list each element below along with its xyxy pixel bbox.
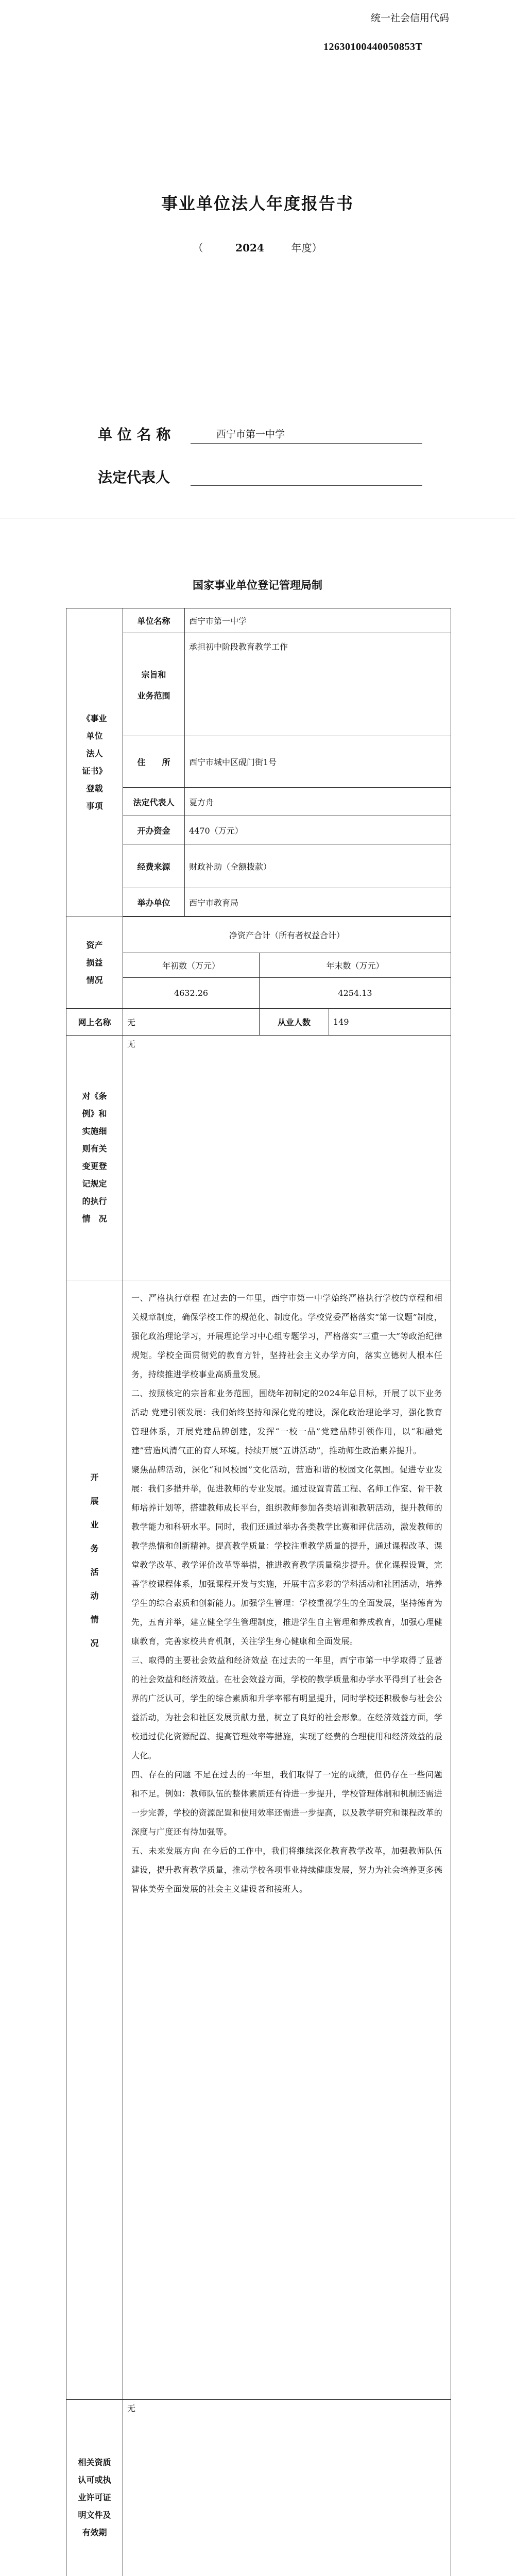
funding-source-value: 财政补助（全额拨款） (185, 844, 451, 888)
qualifications-value: 无 (123, 2400, 451, 2576)
begin-label: 年初数（万元） (123, 953, 260, 978)
year-value: 2024 (235, 242, 264, 254)
report-table (66, 608, 451, 2576)
scope-label: 宗旨和 业务范围 (123, 633, 185, 736)
business-label: 开 展 业 务 活 动 情 况 (66, 1280, 123, 2400)
website-label: 网上名称 (66, 1009, 123, 1036)
address-value: 西宁市城中区砚门街1号 (185, 736, 451, 788)
report-year (0, 240, 515, 255)
regulation-value: 无 (123, 1036, 451, 1280)
scope-value: 承担初中阶段教育教学工作 (185, 633, 451, 736)
document-title: 事业单位法人年度报告书 (161, 194, 354, 213)
qualifications-label: 相关资质 认可或执 业许可证 明文件及 有效期 (66, 2400, 123, 2576)
legal-rep-cell-value: 夏方舟 (185, 788, 451, 816)
funding-source-label: 经费来源 (123, 844, 185, 888)
row-business (66, 1280, 451, 2400)
legal-rep-underline (191, 485, 422, 486)
business-paragraph-5: 四、存在的问题 不足在过去的一年里，我们取得了一定的成绩，但仍存在一些问题和不足。例如：教师队伍的整体素质还有待进一步提升，学校管理体制和机制还需进一步完善，学校的资源配置和使用效率还需进一步提高，以及教学研究和课程改革的深度与广度还有待加强等。 (131, 1770, 443, 1837)
business-text (131, 1289, 442, 2391)
begin-value: 4632.26 (123, 978, 260, 1009)
business-paragraph-1: 一、严格执行章程 在过去的一年里，西宁市第一中学始终严格执行学校的章程和相关规章制度，确保学校工作的规范化、制度化。学校党委严格落实“第一议题”制度，强化政治理论学习，开展理论学习中心组专题学习，严格落实“三重一大”等政治纪律规矩。学校全面贯彻党的教育方针，坚持社会主义办学方向，落实立德树人根本任务，持续推进学校事业高质量发展。 (131, 1293, 443, 1379)
sponsor-label: 举办单位 (123, 888, 185, 917)
certificate-section-label: 《事业 单位 法人 证书》 登载 事项 (66, 608, 123, 917)
row-qualifications (66, 2400, 451, 2576)
end-value: 4254.13 (260, 978, 451, 1009)
unit-name-label: 单 位 名 称 (98, 426, 171, 443)
website-value: 无 (123, 1009, 260, 1036)
net-assets-label: 净资产合计（所有者权益合计） (123, 917, 451, 953)
unit-name-cell-value: 西宁市第一中学 (185, 608, 451, 633)
credit-code-label: 统一社会信用代码 (371, 12, 450, 24)
business-paragraph-2: 二、按照核定的宗旨和业务范围，围绕年初制定的2024年总目标，开展了以下业务活动 党建引领发展：我们始终坚持和深化党的建设，深化政治理论学习，强化教育管理体系，开展党建品牌创建，发挥“一校一品”党建品牌引领作用，以“和融党建”营造风清气正的育人环境。持续开展“五讲活动”，推动师生政治素养提升。 (131, 1388, 443, 1455)
year-close: 年度） (291, 242, 322, 254)
staff-label: 从业人数 (260, 1009, 329, 1036)
funds-value: 4470（万元） (185, 816, 451, 844)
credit-code: 12630100440050853T (323, 41, 423, 53)
row-unit-name (66, 608, 451, 633)
sponsor-value: 西宁市教育局 (185, 888, 451, 917)
row-funding-source (66, 844, 451, 888)
unit-name-value: 西宁市第一中学 (216, 429, 285, 440)
end-label: 年末数（万元） (260, 953, 451, 978)
legal-rep-label: 法定代表人 (98, 469, 170, 486)
unit-name-cell-label: 单位名称 (123, 608, 185, 633)
row-website (66, 1009, 451, 1036)
row-funds (66, 816, 451, 844)
address-label: 住 所 (123, 736, 185, 788)
year-open: （ (193, 242, 203, 254)
row-assets-headers (66, 953, 451, 978)
row-address (66, 736, 451, 788)
business-paragraph-4: 三、取得的主要社会效益和经济效益 在过去的一年里，西宁市第一中学取得了显著的社会效益和经济效益。在社会效益方面，学校的教学质量和办学水平得到了社会各界的广泛认可，学生的综合素质和升学率都有明显提升，同时学校还积极参与社会公益活动，为社会和社区发展贡献力量，树立了良好的社会形象。在经济效益方面，学校通过优化资源配置、提高管理效率等措施，实现了经费的合理使用和经济效益的最大化。 (131, 1655, 443, 1760)
table-title: 国家事业单位登记管理局制 (193, 579, 322, 591)
staff-value: 149 (329, 1009, 451, 1036)
business-paragraph-6: 五、未来发展方向 在今后的工作中，我们将继续深化教育教学改革，加强教师队伍建设，提升教育教学质量，推动学校各项事业持续健康发展，努力为社会培养更多德智体美劳全面发展的社会主义建设者和接班人。 (131, 1846, 443, 1894)
business-paragraph-3: 聚焦品牌活动，深化“和风校园”文化活动，营造和谐的校园文化氛围。促进专业发展：我们多措并举，促进教师的专业发展。通过设置青蓝工程、名师工作室、骨干教师培养计划等，搭建教师成长平台，组织教师参加各类培训和教研活动，提升教师的教学能力和科研水平。同时，我们还通过举办各类教学比赛和评优活动，激发教师的教学热情和创新精神。提高教学质量：学校注重教学质量的提升，通过课程改革、课堂教学改革、教学评价改革等举措，推进教育教学质量稳步提升。优化课程设置，完善学校课程体系，加强课程开发与实施，开展丰富多彩的学科活动和社团活动，培养学生的综合素质和创新能力。加强学生管理：学校重视学生的全面发展，坚持德育为先，五育并举，建立健全学生管理制度，推进学生自主管理和养成教育，加强心理健康教育，完善家校共育机制，关注学生身心健康和全面发展。 (131, 1465, 443, 1646)
funds-label: 开办资金 (123, 816, 185, 844)
regulation-label: 对《条 例》和 实施细 则有关 变更登 记规定 的执行 情 况 (66, 1036, 123, 1280)
row-net-assets (66, 917, 451, 953)
row-sponsor (66, 888, 451, 917)
row-regulation (66, 1036, 451, 1280)
row-legal-rep (66, 788, 451, 816)
business-content (123, 1280, 451, 2400)
row-assets-values (66, 978, 451, 1009)
unit-name-underline (191, 443, 422, 444)
row-scope (66, 633, 451, 736)
legal-rep-cell-label: 法定代表人 (123, 788, 185, 816)
assets-section-label: 资产 损益 情况 (66, 917, 123, 1009)
